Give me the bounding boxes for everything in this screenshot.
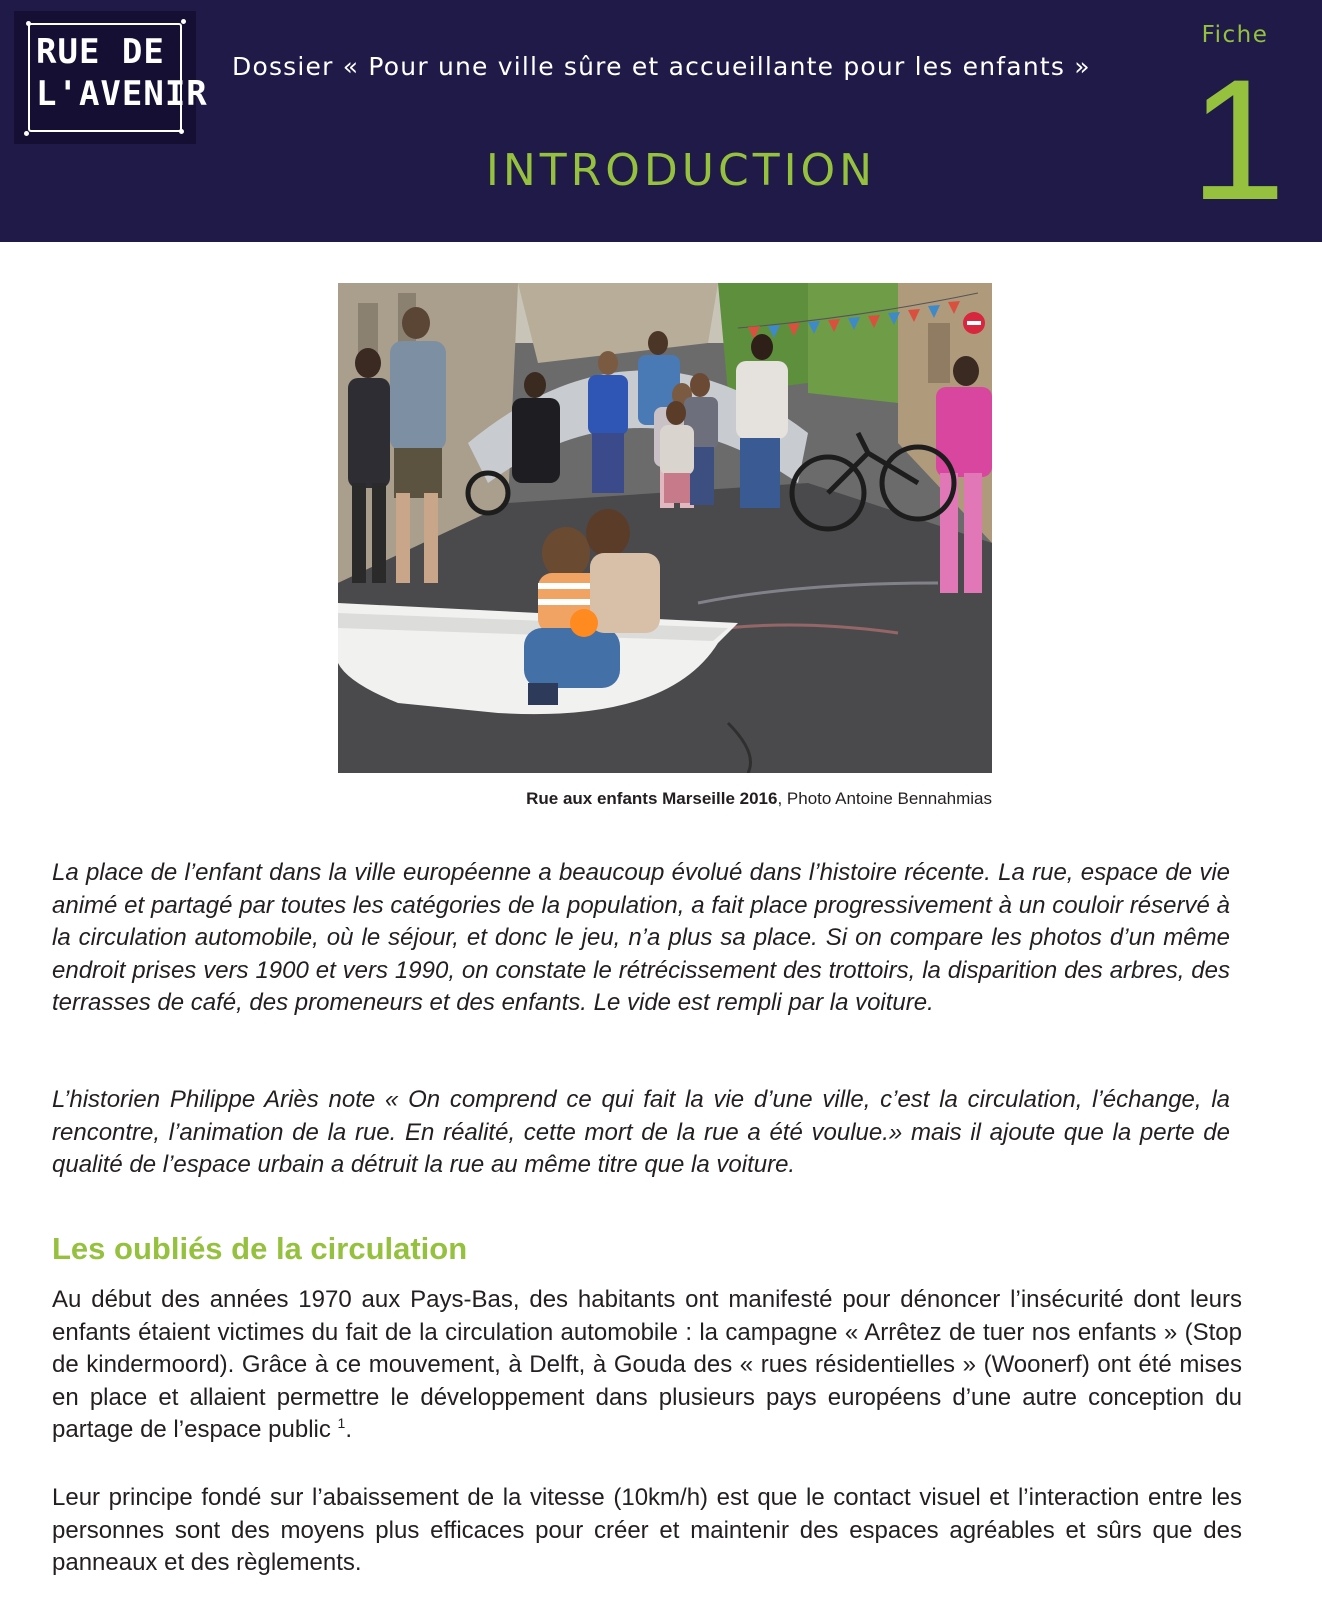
logo-text bbox=[36, 31, 208, 115]
street-photo bbox=[338, 283, 992, 773]
body-paragraph-1-end: . bbox=[345, 1416, 352, 1444]
photo-caption bbox=[338, 789, 992, 809]
intro-paragraph-2: L’historien Philippe Ariès note « On comprend ce qui fait la vie d’une ville, c’est la circulation, l’échange, la rencontre, l’animation de la rue. En réalité, cette mort de la rue a été voulue.» mais il ajoute que la perte de qualité de l’espace urbain a détruit la rue au même titre que la voiture. bbox=[52, 1086, 1230, 1179]
intro-paragraph-1: La place de l’enfant dans la ville européenne a beaucoup évolué dans l’histoire récente. La rue, espace de vie animé et partagé par toutes les catégories de la population, a fait place progressivement à un couloir réservé à la circulation automobile, où le séjour, et donc le jeu, n’a plus sa place. Si on compare les photos d’un même endroit prises vers 1900 et vers 1990, on constate le rétrécissement des trottoirs, la disparition des arbres, des terrasses de café, des promeneurs et des enfants. Le vide est rempli par la voiture. bbox=[52, 859, 1230, 1017]
footnote-marker[interactable]: 1 bbox=[337, 1415, 346, 1432]
section-title: INTRODUCTION bbox=[485, 145, 877, 196]
body-paragraph-1-text: Au début des années 1970 aux Pays-Bas, des habitants ont manifesté pour dénoncer l’insécurité dont leurs enfants étaient victimes du fait de la circulation automobile : la campagne « Arrêtez de tuer nos enfants » (Stop de kindermoord). Grâce à ce mouvement, à Delft, à Gouda des « rues résidentielles » (Woonerf) ont été mises en place et allaient permettre le développement dans plusieurs pays européens d’une autre conception du partage de l’espace public bbox=[52, 1286, 1242, 1444]
body-paragraph-2: Leur principe fondé sur l’abaissement de la vitesse (10km/h) est que le contact visuel et l’interaction entre les personnes sont des moyens plus efficaces pour créer et maintenir des espaces agréables et sûrs que des panneaux et des règlements. bbox=[52, 1484, 1242, 1577]
body-paragraph-1 bbox=[52, 1284, 1242, 1447]
logo-dot-icon bbox=[181, 19, 186, 24]
logo-line-1: RUE DE bbox=[36, 32, 165, 72]
fiche-number: 1 bbox=[1190, 44, 1286, 236]
header-band bbox=[0, 0, 1322, 242]
street-photo-illustration bbox=[338, 283, 992, 773]
caption-credit: , Photo Antoine Bennahmias bbox=[777, 789, 992, 808]
caption-title: Rue aux enfants Marseille 2016 bbox=[526, 789, 778, 808]
logo-line-2: L'AVENIR bbox=[36, 74, 208, 114]
dossier-title: Dossier « Pour une ville sûre et accueillante pour les enfants » bbox=[232, 52, 1091, 81]
fiche-label: Fiche bbox=[1201, 22, 1269, 48]
logo-dot-icon bbox=[24, 131, 29, 136]
section-heading: Les oubliés de la circulation bbox=[52, 1231, 468, 1266]
logo bbox=[14, 11, 208, 144]
